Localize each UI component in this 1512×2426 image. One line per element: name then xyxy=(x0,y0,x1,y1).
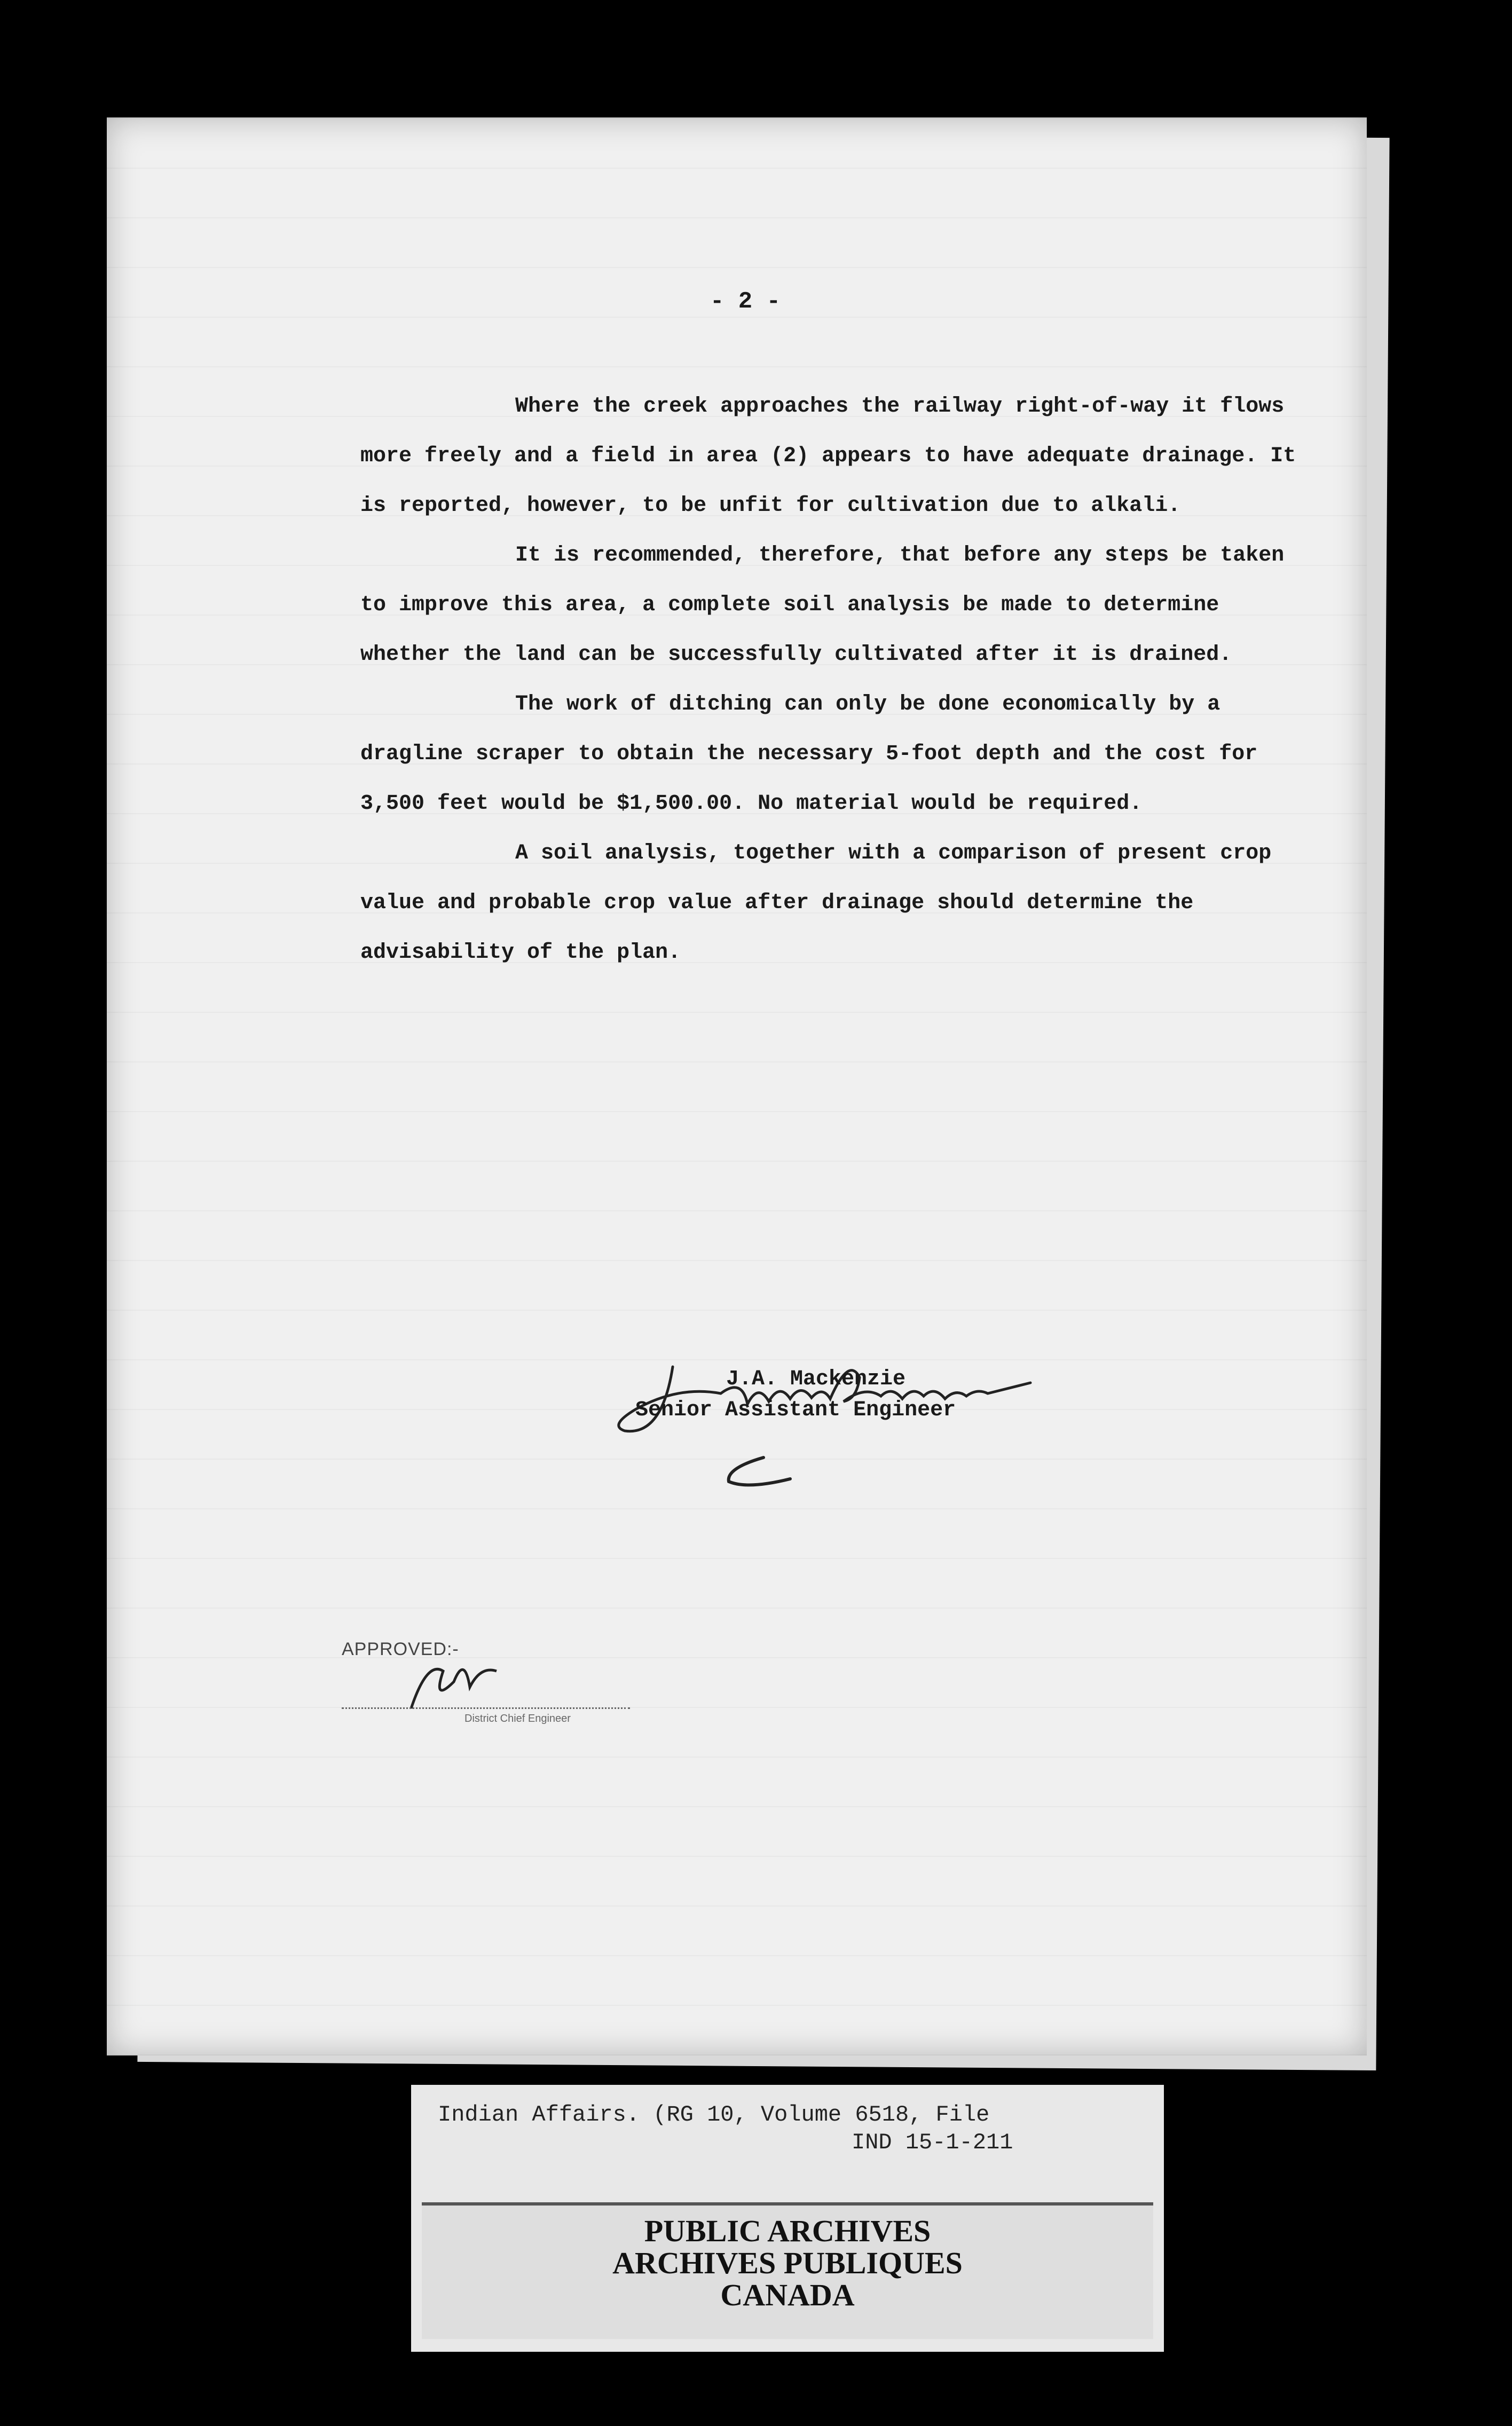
paragraph-2: It is recommended, therefore, that before any steps be taken to improve this area, a complete soil analysis be made to determine whether the land can be successfully cultivated after it is drained. xyxy=(360,544,1285,667)
page-number: - 2 - xyxy=(710,288,781,315)
letter-body xyxy=(360,382,1300,978)
paragraph-4: A soil analysis, together with a comparison of present crop value and probable crop value after drainage should determine the advisability of the plan. xyxy=(360,841,1272,965)
paragraph-3: The work of ditching can only be done economically by a dragline scraper to obtain the necessary 5-foot depth and the cost for 3,500 feet would be $1,500.00. No material would be required. xyxy=(360,692,1258,816)
archives-stamp xyxy=(422,2202,1153,2339)
stamp-line-1: PUBLIC ARCHIVES xyxy=(644,2214,931,2248)
archive-label-card xyxy=(411,2085,1164,2352)
approved-subtitle: District Chief Engineer xyxy=(464,1713,571,1724)
signer-title: Senior Assistant Engineer xyxy=(635,1398,956,1422)
stamp-line-2: ARCHIVES PUBLIQUES xyxy=(612,2246,963,2280)
approval-stamp xyxy=(342,1628,651,1746)
archive-reference xyxy=(438,2101,1013,2156)
approval-line xyxy=(342,1707,630,1709)
check-mark xyxy=(715,1452,801,1495)
signer-block xyxy=(635,1364,956,1426)
paragraph-1: Where the creek approaches the railway right-of-way it flows more freely and a field in area (2) appears to have adequate drainage. It is reported, however, to be unfit for cultivation due to alkali. xyxy=(360,395,1296,518)
signer-name: J.A. Mackenzie xyxy=(726,1367,906,1391)
reference-line-1: Indian Affairs. (RG 10, Volume 6518, File xyxy=(438,2102,990,2128)
reference-line-2: IND 15-1-211 xyxy=(852,2130,1013,2155)
approved-label: APPROVED:- xyxy=(342,1639,459,1659)
stamp-line-3: CANADA xyxy=(720,2278,855,2312)
